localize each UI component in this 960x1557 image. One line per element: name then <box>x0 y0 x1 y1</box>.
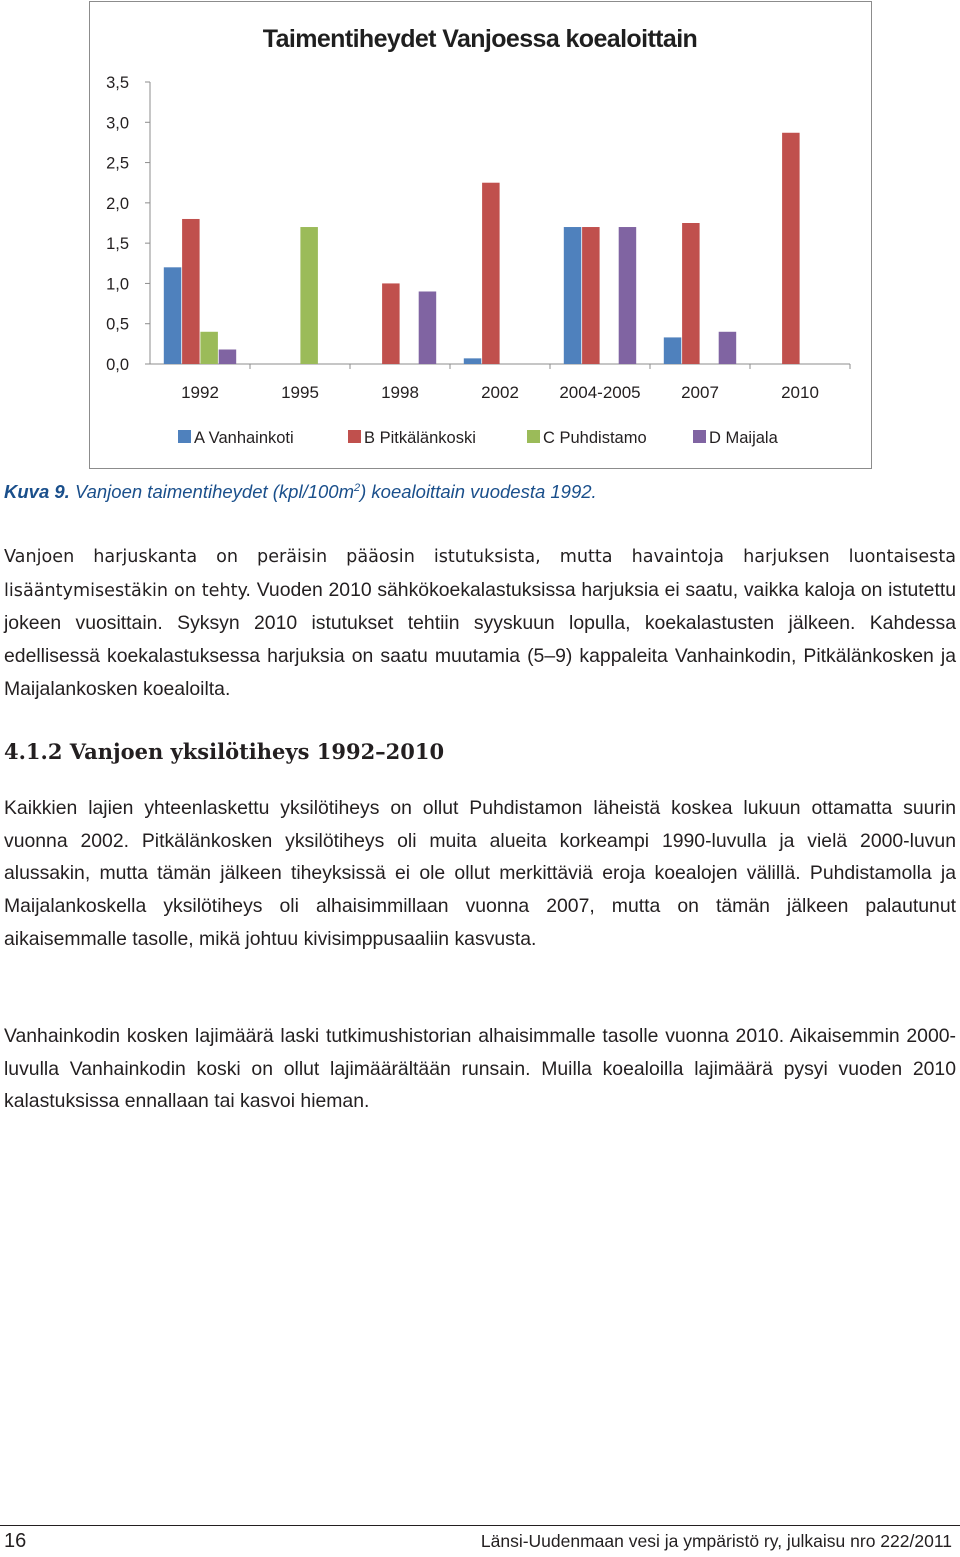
y-tick-label: 0,0 <box>106 356 129 374</box>
y-tick-label: 1,5 <box>106 235 129 254</box>
bar-b <box>382 283 400 364</box>
bar-b <box>482 183 500 364</box>
bar-b <box>782 133 800 364</box>
legend-label: A Vanhainkoti <box>194 429 294 447</box>
figure-caption <box>4 481 597 503</box>
paragraph-density: Kaikkien lajien yhteenlaskettu yksilötiheys on ollut Puhdistamon läheistä koskea lukuun ottamatta suurin vuonna 2002. Pitkälänkosken yksilötiheys oli muita alueita korkeampi 1990-luvulla ja vielä 2000-luvun alussakin, mutta tämän jälkeen tiheyksissä ei ole ollut merkittäviä eroja koealojen välillä. Puhdistamolla ja Maijalankoskella yksilötiheys oli alhaisimmillaan vuonna 2007, mutta on tämän jälkeen palautunut aikaisemmalle tasolle, mikä johtuu kivisimppusaaliin kasvusta. <box>4 797 956 950</box>
section-heading: 4.1.2 Vanjoen yksilötiheys 1992–2010 <box>4 739 445 764</box>
y-tick-label: 0,5 <box>106 315 129 334</box>
x-tick-label: 1995 <box>281 383 319 402</box>
footer-publication: Länsi-Uudenmaan vesi ja ympäristö ry, julkaisu nro 222/2011 <box>480 1531 952 1551</box>
x-tick-label: 1998 <box>381 383 419 402</box>
x-tick-label: 2004-2005 <box>559 383 641 402</box>
bar-a <box>464 358 482 364</box>
paragraph-harjus-body: Vuoden 2010 sähkökoekalastuksissa harjuksia ei saatu, vaikka kaloja on istutettu jokeen vuosittain. Syksyn 2010 istutukset tehtiin syyskuun lopulla, koekalastusten jälkeen. Kahdessa edellisessä koekalastuksessa harjuksia on saatu muutamia (5–9) kappaleita Vanhainkodin, Pitkälänkosken ja Maijalankosken koealoilta. <box>4 578 956 700</box>
legend-label: D Maijala <box>709 429 778 447</box>
x-tick-label: 2010 <box>781 383 819 402</box>
footer-divider <box>0 1525 960 1526</box>
y-tick-label: 2,5 <box>106 154 129 173</box>
page-number: 16 <box>4 1530 27 1552</box>
caption-label: Kuva 9. <box>4 481 70 502</box>
paragraph-species: Vanhainkodin kosken lajimäärä laski tutkimushistorian alhaisimmalle tasolle vuonna 2010. Aikaisemmin 2000-luvulla Vanhainkodin koski on ollut lajimäärältään runsain. Muilla koealoilla lajimäärä pysyi vuoden 2010 kalastuksissa ennallaan tai kasvoi hieman. <box>4 1025 956 1113</box>
legend-label: B Pitkälänkoski <box>364 429 476 447</box>
bar-c <box>200 332 218 364</box>
x-tick-label: 2007 <box>681 383 719 402</box>
bar-chart <box>90 2 871 468</box>
y-tick-label: 3,5 <box>106 74 129 92</box>
bar-b <box>682 223 700 364</box>
bar-b <box>582 227 600 364</box>
bar-d <box>419 291 437 364</box>
bar-d <box>619 227 637 364</box>
chart-title: Taimentiheydet Vanjoessa koealoittain <box>262 25 698 53</box>
y-tick-label: 1,0 <box>106 275 129 294</box>
x-tick-label: 1992 <box>181 383 219 402</box>
bar-a <box>664 337 682 364</box>
legend-swatch <box>348 430 361 443</box>
chart-container <box>89 1 872 469</box>
paragraph-harjus <box>4 540 956 706</box>
bar-b <box>182 219 200 364</box>
legend-swatch <box>178 430 191 443</box>
bar-c <box>300 227 318 364</box>
caption-superscript: 2 <box>354 481 361 494</box>
x-tick-label: 2002 <box>481 383 519 402</box>
paragraph-harjus-intro: Vanjoen harjuskanta on peräisin pääosin istutuksista, mutta havaintoja harjuksen luontaisesta lisääntymisestäkin on tehty. <box>4 547 956 601</box>
legend-swatch <box>527 430 540 443</box>
caption-text-end: ) koealoittain vuodesta 1992. <box>360 481 597 502</box>
caption-text: Vanjoen taimentiheydet (kpl/100m <box>69 481 354 502</box>
legend-label: C Puhdistamo <box>543 429 647 447</box>
legend-swatch <box>693 430 706 443</box>
bar-d <box>719 332 737 364</box>
y-tick-label: 3,0 <box>106 114 129 133</box>
bar-d <box>219 349 237 364</box>
y-tick-label: 2,0 <box>106 194 129 213</box>
bar-a <box>164 267 182 364</box>
bar-a <box>564 227 582 364</box>
